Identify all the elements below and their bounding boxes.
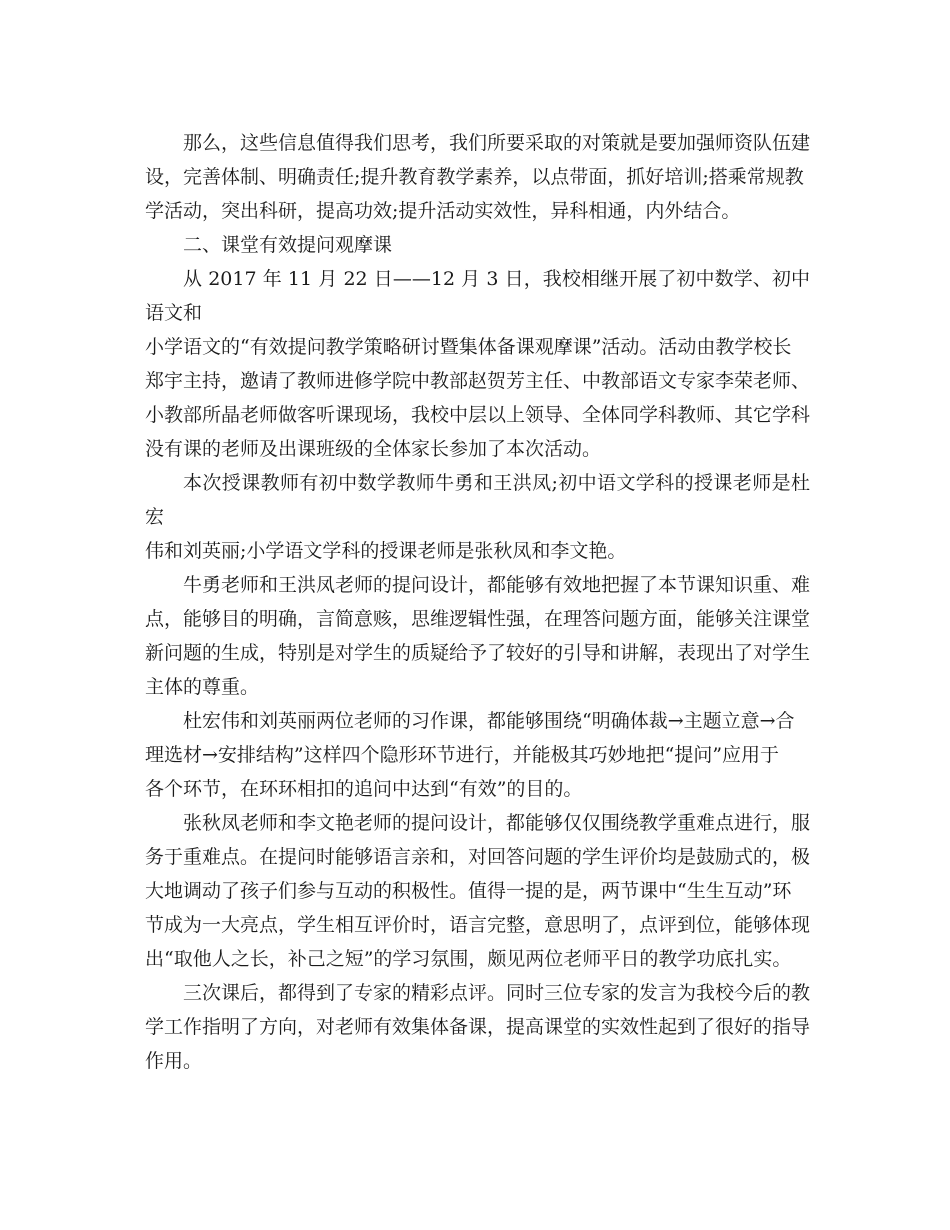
paragraph-math-review: 牛勇老师和王洪凤老师的提问设计，都能够有效地把握了本节课知识重、难 点，能够目的明确，言简意赅，思维逻辑性强，在理答问题方面，能够关注课堂 新问题的生成，特别是对学生的质疑给予了较好的引导和讲解，表现出了对学生 主体的尊重。	[145, 574, 811, 698]
section-heading: 二、课堂有效提问观摩课	[183, 234, 393, 256]
paragraph-activity-overview: 从 2017 年 11 月 22 日——12 月 3 日，我校相继开展了初中数学、初中语文和 小学语文的“有效提问教学策略研讨暨集体备课观摩课”活动。活动由教学校长 郑宇主持，邀请了教师进修学院中教部赵贺芳主任、中教部语文专家李荣老师、 小教部所晶老师做客听课现场，我校中层以上领导、全体同学科教师、其它学科 没有课的老师及出课班级的全体家长参加了本次活动。	[145, 268, 811, 460]
document-body	[145, 126, 810, 1078]
paragraph-expert-comments: 三次课后，都得到了专家的精彩点评。同时三位专家的发言为我校今后的教 学工作指明了方向，对老师有效集体备课，提高课堂的实效性起到了很好的指导 作用。	[145, 982, 811, 1072]
paragraph-chinese-review: 杜宏伟和刘英丽两位老师的习作课，都能够围绕“明确体裁→主题立意→合 理选材→安排结构”这样四个隐形环节进行，并能极其巧妙地把“提问”应用于 各个环节，在环环相扣的追问中达到“有效”的目的。	[145, 710, 795, 800]
paragraph-countermeasures: 那么，这些信息值得我们思考，我们所要采取的对策就是要加强师资队伍建 设，完善体制、明确责任;提升教育教学素养，以点带面，抓好培训;搭乘常规教 学活动，突出科研，提高功效;提升活动实效性，异科相通，内外结合。	[145, 132, 811, 222]
paragraph-teachers: 本次授课教师有初中数学教师牛勇和王洪凤;初中语文学科的授课老师是杜宏 伟和刘英丽;小学语文学科的授课老师是张秋凤和李文艳。	[145, 472, 810, 562]
paragraph-primary-review: 张秋凤老师和李文艳老师的提问设计，都能够仅仅围绕教学重难点进行，服 务于重难点。在提问时能够语言亲和，对回答问题的学生评价均是鼓励式的，极 大地调动了孩子们参与互动的积极性。值得一提的是，两节课中“生生互动”环 节成为一大亮点，学生相互评价时，语言完整，意思明了，点评到位，能够体现 出“取他人之长，补己之短”的学习氛围，颇见两位老师平日的教学功底扎实。	[145, 812, 811, 970]
